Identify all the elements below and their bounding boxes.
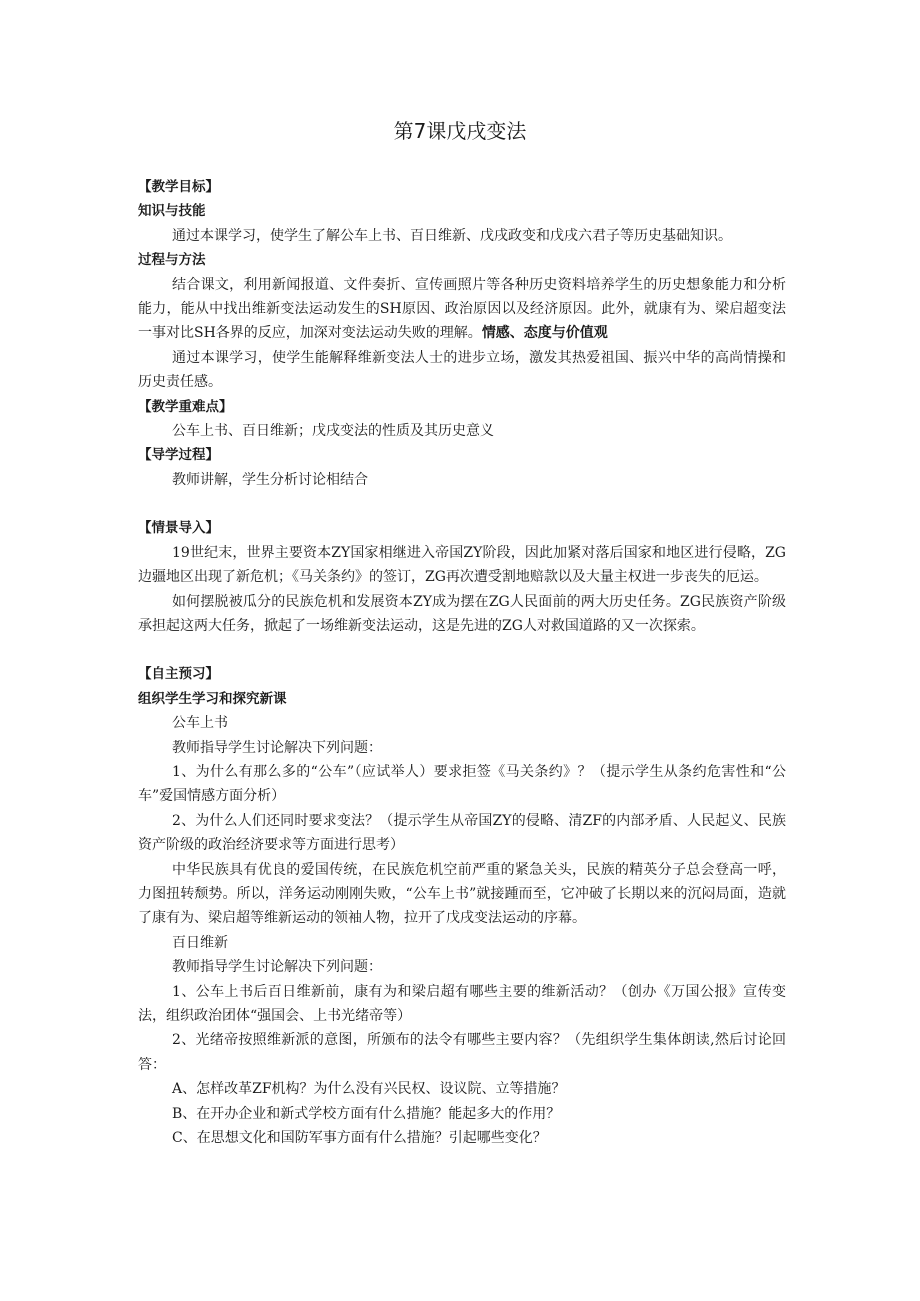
sub-question-c: C、在思想文化和国防军事方面有什么措施？引起哪些变化？: [172, 1130, 547, 1147]
question-2: 2、为什么人们还同时要求变法？（提示学生从帝国ZY的侵略、清ZF的内部矛盾、人民起义、民族资产阶级的政治经济要求等方面进行思考）: [138, 812, 786, 854]
paragraph-values: 通过本课学习，使学生能解释维新变法人士的进步立场，激发其热爱祖国、振兴中华的高尚情操和历史责任感。: [138, 349, 786, 391]
subheading-process-method: 过程与方法: [138, 252, 206, 269]
teacher-guide-1: 教师指导学生讨论解决下列问题：: [172, 739, 382, 756]
spacer: [138, 492, 786, 516]
paragraph-intro-2: 如何摆脱被瓜分的民族危机和发展资本ZY成为摆在ZG人民面前的两大历史任务。ZG民族资产阶级承担起这两大任务，掀起了一场维新变法运动，这是先进的ZG人对救国道路的又一次探索。: [138, 593, 786, 634]
paragraph-process: 教师讲解，学生分析讨论相结合: [172, 471, 368, 488]
paragraph-process-method: [138, 273, 786, 346]
teacher-guide-2: 教师指导学生讨论解决下列问题：: [172, 959, 382, 976]
spacer: [138, 638, 786, 662]
section-heading-intro: 【情景导入】: [138, 520, 219, 537]
paragraph-intro-1: 19世纪末，世界主要资本ZY国家相继进入帝国ZY阶段，因此加紧对落后国家和地区进行侵略，ZG边疆地区出现了新危机；《马关条约》的签订，ZG再次遭受割地赔款以及大量主权进一步丧失的厄运。: [138, 544, 786, 586]
topic-gongche: 公车上书: [172, 715, 228, 732]
subheading-study: 组织学生学习和探究新课: [138, 690, 287, 707]
section-heading-preview: 【自主预习】: [138, 666, 219, 683]
subheading-knowledge: 知识与技能: [138, 203, 206, 220]
page-title: 第7课戊戌变法: [393, 119, 527, 143]
section-heading-goals: 【教学目标】: [138, 179, 219, 195]
section-heading-process: 【导学过程】: [138, 447, 219, 464]
subheading-values: 情感、态度与价值观: [481, 325, 608, 342]
question-3: 1、公车上书后百日维新前，康有为和梁启超有哪些主要的维新活动？（创办《万国公报》宣传变法，组织政治团体“强国会、上书光绪帝等）: [138, 983, 786, 1024]
process-method-text: 结合课文，利用新闻报道、文件奏折、宣传画照片等各种历史资料培养学生的历史想象能力和分析能力，能从中找出维新变法运动发生的SH原因、政治原因以及经济原因。此外，就康有为、梁启超变法一事对比SH各界的反应，加深对变法运动失败的理解。: [138, 276, 786, 342]
document-body: [138, 175, 786, 1150]
question-4: 2、光绪帝按照维新派的意图，所颁布的法令有哪些主要内容？（先组织学生集体朗读,然后讨论回答：: [138, 1032, 786, 1073]
sub-question-a: A、怎样改革ZF机构？为什么没有兴民权、设议院、立等措施？: [172, 1081, 566, 1098]
paragraph-summary: 中华民族具有优良的爱国传统，在民族危机空前严重的紧急关头，民族的精英分子总会登高一呼，力图扭转颓势。所以，洋务运动刚刚失败，“公车上书”就接踵而至，它冲破了长期以来的沉闷局面，造就了康有为、梁启超等维新运动的领袖人物，拉开了戊戌变法运动的序幕。: [138, 861, 786, 927]
paragraph-knowledge: 通过本课学习，使学生了解公车上书、百日维新、戊戌政变和戊戌六君子等历史基础知识。: [172, 227, 732, 244]
question-1: 1、为什么有那么多的“公车”（应试举人）要求拒签《马关条约》？（提示学生从条约危害性和“公车”爱国情感方面分析）: [138, 763, 786, 805]
sub-question-b: B、在开办企业和新式学校方面有什么措施？能起多大的作用？: [172, 1105, 561, 1122]
section-heading-key-points: 【教学重难点】: [138, 398, 233, 415]
paragraph-key-points: 公车上书、百日维新；戊戌变法的性质及其历史意义: [172, 423, 494, 440]
topic-hundred-days: 百日维新: [172, 934, 228, 951]
